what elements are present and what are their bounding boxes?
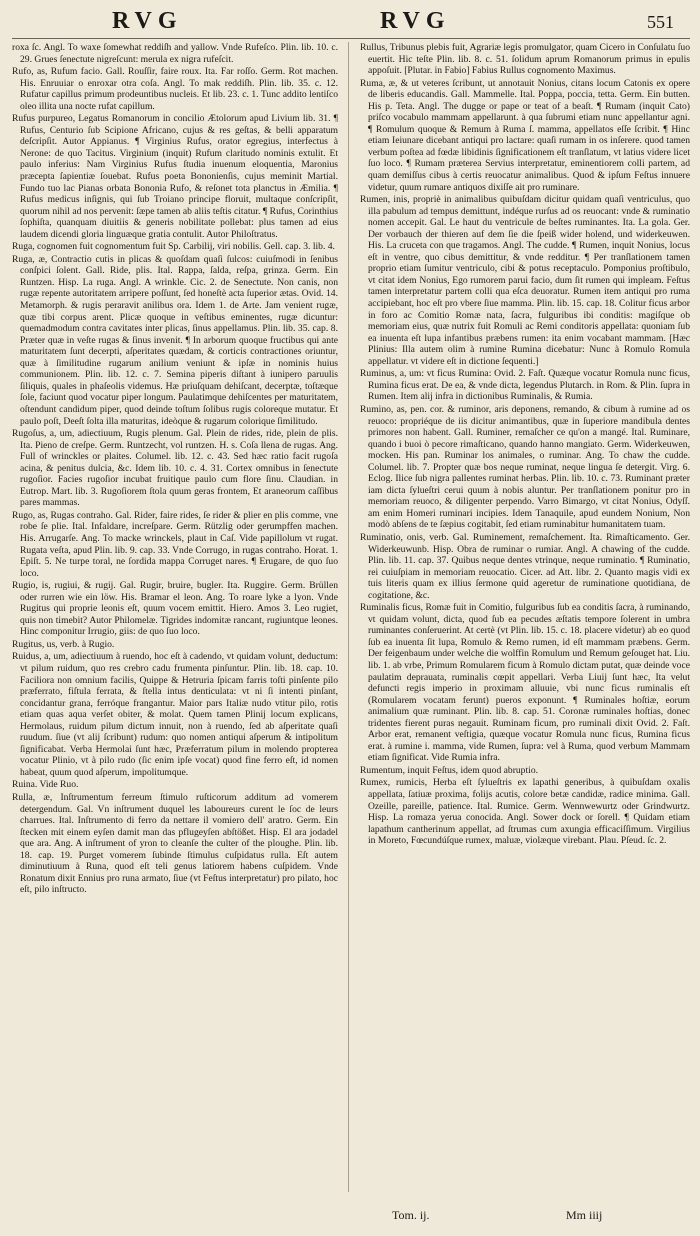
dictionary-entry: Ruminatio, onis, verb. Gal. Ruminement, remaſchement. Ita. Rimaſticamento. Ger. Widerkeuwunb. Hisp. Obra de ruminar o rumiar. Angl. A chawing of the cudde. Plin. lib. 11. cap. 37. Quibus neque dentes vtrinque, neque ruminatio. ¶ Ruminatio, rei cuiuſpiam in memoriam reuocatio. Cicer. ad Att. libr. 2. Quanto magis vidi ex tuis literis quam ex illius ſermone quid ageretur de ruminatione quotidiana, de cogitatione, &c. (360, 531, 690, 601)
dictionary-entry: Rumen, inis, propriè in animalibus quibuſdam dicitur quidam quaſi ventriculus, quo illa pabulum ad tempus demittunt, indéque rurſus ad os reuocant: vnde & ruminatio nomen accepit. Gal. Le haut du ventricule de beſtes ruminantes. Ita. La gola. Ger. Der vorbauch der thieren auf dem ſie die ſpeiß wider holend, und widerkeuwen. His. La cruceta con que tragamos. Angl. The cudde. ¶ Rumen, inquit Nonius, locus eſt in ventre, quo cibus demittitur, & vnde redditur. ¶ Per tranſlationem tamen proprio etiam ſumitur ventriculo, cibi & potus receptaculo. Pomponius proſtibulo, vt citat idem Nonius, Ego rumorem parui facio, dum ſit rumen qui impleam. Feſtus tamen interpretatur partem colli qua eſca deuoratur. Rumen item antiqui pro ruma accipiebant, hoc eſt pro vbere ſiue mamma. Plin. lib. 15. cap. 18. Colitur ficus arbor in foro ac Comitio Romæ nata, ſacra, fulguribus ibi conditis: magiſque ob memoriam eius, quæ nutrix fuit Romuli ac Remi conditoris appellata: quoniam ſub ea inuenta eſt lupa infantibus præbens rumen: ita enim vocabant mammam. [Hæc Plinius: Illa autem olim à rumine Rumina dicebatur: Nunc à Romulo Romula appellatur. vt videre eſt in dictione ſequenti.] (360, 194, 690, 367)
right-column (360, 42, 690, 1200)
running-head-right: RVG (380, 8, 451, 34)
dictionary-entry: Rufo, as, Rufum facio. Gall. Rouſſir, faire roux. Ita. Far roſſo. Germ. Rot machen. His. Enruuiar o enroxar otra coſa. Angl. To mak reddiſh. Plin. lib. 35. c. 12. Rufatur capillus primum prodeuntibus nucleis. Et lib. 23. c. 1. Tunc addito lentiſco oleo illita una nocte rufat capillum. (12, 66, 338, 112)
dictionary-entry: Rufus purpureo, Legatus Romanorum in concilio Ætolorum apud Livium lib. 31. ¶ Rufus, Centurio ſub Scipione Africano, cujus & res geſtas, & belli apparatum deſcripſit. Autor Appianus. ¶ Virginius Rufus, orator egregius, interfectus à Nerone: de quo Tacitus. Virginium (inquit) Rufum claritudo nominis extulit. Et paulo inferius: Nam Virginius Rufus ſtudia inuenum eloquentia, Maronius præcepta ſapientiæ ſouebat. Rufus poeta Bononienſis, cujus meminit Martial. Fundo tuo lac Pianas orbata Bononia Rufo, & reſonet tota planctus in Æmilia. ¶ Rufus medicus inſignis, qui ſub Troiano principe floruit, multaque conſcripſit, quorum nihil ad nos pervenit: ſæpe tamen ab aliis teſtis citatur. ¶ Rufus, Corinthius ſophiſta, quanquam diuitiis & generis nobilitate pollebat: plus tamen ad eius laudem dicendi gloria linguæque gratia contulit. Autor Philoſtratus. (12, 113, 338, 240)
dictionary-entry: Ruga, æ, Contractio cutis in plicas & quoſdam quaſi ſulcos: cuiuſmodi in ſenibus conſpici ſolent. Gall. Ride, plis. Ital. Rappa, ſalda, reſpa, grinza. Germ. Ein Runtzen. Hisp. La ruga. Angl. A wrinkle. Cic. 2. de Senectute. Non canis, non rugæ repente autoritatem arripere poſſunt, ſed honeſtè acta ſuperior ætas. Ovid. 14. Metamorph. & rugis peraravit anilibus ora. Idem 1. de Arte. Jam venient rugæ, quæ tibi corpus arent. Plicæ quoque in veſtibus eminentes, rugæ dicuntur: quemadmodum contra cavitates inter plicas, ſinus appellamus. Plin. lib. 35. cap. 8. Præter quæ in veſte rugas & ſinus invenit. ¶ In arborum quoque fructibus qui ante maturitatem ſunt decerpti, aſperitates quædam, & corticis contractiones oriuntur, quæ à ſimilitudine rugarum anilium veniunt & ipſæ in nominis huius communionem. Plin. lib. 12. c. 7. Semina piperis diſtant à iunipero paruulis ſiliquis, quales in phaſeolis videmus. Hæ priuſquam dehiſcant, decerptæ, toſtæque ſole, faciunt quod vocatur piper longum. Paulatimque dehiſcentes per maturitatem, oſtendunt candidum piper, quod deinde toſtum ſolibus rugis coloreque mutatur. Et paulo poſt, Deeſt ſolta illa maturitas, ideòque & rugarum colorique ſimilitudo. (12, 253, 338, 427)
page-header (0, 6, 700, 40)
column-divider (348, 42, 349, 1192)
dictionary-entry: Rugoſus, a, um, adiectiuum, Rugis plenum. Gal. Plein de rides, ride, plein de plis. Ita. Pieno de creſpe. Germ. Runtzecht, vol runtzen. H. s. Coſa llena de rugas. Ang. Full of wrinckles or plaites. Columel. lib. 12. c. 43. Sed hæc ratio facit rugoſa acina, & penitus dulcia, &c. Idem lib. 10. c. 4. 31. Cortex omnibus in ſenectute rugoſior. Facies rugoſior incubat fruitique paulo cum flore ſinu. Claudian. in Eutrop. Mart. lib. 3. Rugoſiorem ſtola quum geras frontem, Et araneorum caſſibus pares mammas. (12, 428, 338, 509)
page-footer (0, 1206, 700, 1228)
dictionary-entry: Ruga, cognomen fuit cognomentum fuit Sp. Carbilij, viri nobilis. Gell. cap. 3. lib. 4. (12, 241, 335, 253)
signature-mark: Mm iiij (566, 1208, 603, 1222)
dictionary-entry: Ruminus, a, um: vt ficus Rumina: Ovid. 2. Faſt. Quæque vocatur Romula nunc ficus, Rumina ficus erat. De ea, & vnde dicta, legendus Plutarch. in Rom. & Plin. ſupra in Rumen. Item alij infra in dictionibus Ruminalis, & Rumia. (360, 368, 690, 403)
dictionary-entry: Ruidus, a, um, adiectiuum à ruendo, hoc eſt à cadendo, vt quidam volunt, deductum: vt pilum ruidum, quo res crebro cadu frumenta pinſuntur. Plin. lib. 18. cap. 10. Faciliora non omnium facilis, Quippe & Hetruria ſpicam farris toſti pinſente pilo præferrato, fiſtula ferrata, & ſtella intus denticulata: vt ni ſi intenti pinſant, concidantur grana, ferróque frangantur. Maior pars Italiæ nudo vtitur pilo, rotis etiam quas aqua verſet obiter, & molat. Quem tamen Plinij locum explicans, Hermolaus, ruidum pilum dictum innuit, non à ruendo, ſed ab aſperitate quaſi ruudum. ſiue (vt alij ſcribunt) rudum: quo nomen antiqui aſperum & intipolitum ſignificabat. Verba Hermolai ſunt hæc, Præferratum pilum in molendo propterea vocatur Plinio, vt à pilo rudo (ſic enim ipſe vocat) quod fine ferro eſt, id nomen habeat, quum quod aſperum, impolitumque. (12, 651, 338, 778)
header-rule (12, 38, 690, 39)
dictionary-entry: Rulla, æ, Inſtrumentum ferreum ſtimulo ruſticorum additum ad vomerem detergendum. Gal. Vn inſtrument duquel les laboureurs curent le ſoc de leurs charrues. Ital. Inſtrumento di ferro da nettare il vomiero dell' aratro. Germ. Ein ſtecken mit einem eyſen damit man das pflugeyſen abſtößet. Hisp. El ara jodadel que ara. Ang. A inſtrument of yron to cleanſe the culter of the ploughe. Plin. lib. 18. cap. 19. Purget vomerem ſubinde ſtimulus cuſpidatus rulla. Eſt autem diminutiuum à Runa, quod eſt teli genus latiorem habens cuſpidem. Vnde Ronatum dixit Ennius pro runa armato, ſiue (vt Feſtus interpretatur) pro pilato, hoc eſt, pilo inſtructo. (12, 792, 338, 896)
dictionary-entry: Ruminalis ficus, Romæ fuit in Comitio, fulguribus ſub ea conditis ſacra, à ruminando, vt quidam volunt, dicta, quod ſub ea pecudes æſtatis tempore ſolerent in umbra ruminantes conſeruerint. At certè (vt Plin. lib. 15. c. 18. placere videtur) ab eo quod ſub ea inuenta ſit lupa, Romulo & Remo rumen, id eſt mammam præbens. Germ. Der feigenbaum under welche die wolffin Romulum und Remum geſouget hat. Liu. lib. 1. ab vrbe, Primum Romularem ficum à Romulo dictam putat, quæ deinde voce paulatim deprauata, ruminalis cœpit appellari. Verba Liuij ſunt hæc, Ita velut defuncti regis imperio in proximam alluuie, vbi nunc ficus ruminalis eſt (Romularem vocatam ferunt) pueros exponunt. ¶ Ruminales hoſtiæ, eorum animalium quæ ruminant. Plin. lib. 8. cap. 51. Coronæ ruminales hoſtias, donec tridentes fierent puras negauit. Ruminam ficum, pro ruminali dixit Ovid. 2. Faſt. Arbor erat, remanent veſtigia, quæque vocatur Romula nunc ficus, Rumina ficus erat. à rumine i. mamma, vide Rumen, ſupra: vel à Ruma, quod verbum Mammam etiam ſignificat. Vide Rumia infra. (360, 602, 690, 764)
dictionary-entry: Ruina. Vide Ruo. (12, 779, 79, 791)
dictionary-entry: Rumentum, inquit Feſtus, idem quod abruptio. (360, 764, 539, 776)
dictionary-entry: Ruma, æ, & ut veteres ſcribunt, ut annotauit Nonius, citans locum Catonis ex opere de liberis educandis. Gall. Mammelle. Ital. Poppa, poccia, tetta. Germ. Ein butten. His p. Teta. Angl. The dugge or pape or teat of a beaſt. ¶ Rumam (inquit Cato) priſco vocabulo mammam appellarunt. à qua ſubrumi etiam nunc appellantur agni. ¶ Romulum quoque & Remum à Ruma ſ. mamma, appellatos eſſe ſcribit. ¶ Hinc etiam Ieiunare dicebant antiqui pro lactare: quaſi rumam in os inſerere. quod tamen verbum poſtea ad fœdæ libidinis ſignificationem eſt tranſlatum, vt latius videre licet ſuo loco. ¶ Rumam præterea Servius interpretatur, eminentiorem colli partem, ad quam demiſſus cibus à certis reuocatur animalibus. Quod & ipſum Feſtus innuere videtur, quum rumare antiquos dixiſſe ait pro ruminare. (360, 77, 690, 193)
dictionary-entry: Rugo, as, Rugas contraho. Gal. Rider, faire rides, ſe rider & plier en plis comme, vne robe ſe plie. Ital. Infaldare, increſpare. Germ. Rützlig oder gerumpffen machen. His. Arrugarſe. Ang. To macke wrinckels, plaut in Caſ. Vide papillolum vt rugat. Rugata veſta, apud Plin. lib. 9. cap. 33. Vnde Corrugo, in rugas contraho. Horat. 1. Epiſt. 5. Ne turpe toral, ne ſordida mappa Corruget nares. ¶ Erugare, de quo ſuo loco. (12, 509, 338, 579)
tome-label: Tom. ij. (392, 1208, 430, 1222)
page-number: 551 (647, 12, 674, 32)
dictionary-entry: Rullus, Tribunus plebis fuit, Agrariæ legis promulgator, quam Cicero in Conſulatu ſuo euertit. Hic teſte Plin. lib. 8. c. 51. ſolidum aprum Romanorum primus in epulis appoſuit. [Plutar. in Fabio] Fabius Rullus cognomento Maximus. (360, 42, 690, 77)
dictionary-entry: roxa ſc. Angl. To waxe ſomewhat reddiſh and yallow. Vnde Rufeſco. Plin. lib. 10. c. 29. Grues ſenectute nigreſcunt: merula ex nigra rufeſcit. (12, 42, 338, 65)
dictionary-entry: Rumex, rumicis, Herba eſt ſylueſtris ex lapathi generibus, à quibuſdam oxalis appellata, ſatiuæ proxima, folijs acutis, colore betæ candidæ, radice minima. Gall. Ozeille, pareille, patience. Ital. Rumice. Germ. Wennwewurtz oder Grindwurtz. Hisp. La romaza yerua conocida. Angl. Sower dock or ſorell. ¶ Quidam etiam lapathum cantherinum appellat, ad ſtrumas cum axungia efficaciſſimum. Virgilius in Moreto, Fœcundúſque rumex, maluæ, violæque virebant. Plau. Pſeud. ſc. 2. (360, 777, 690, 847)
dictionary-entry: Rugitus, us, verb. à Rugio. (12, 638, 115, 650)
dictionary-entry: Rumino, as, pen. cor. & ruminor, aris deponens, remando, & cibum à rumine ad os reuoco: propriéque de iis dicitur animantibus, quæ in ſuperiore mandibula dentes primores non habent. Gall. Ruminer, remaſcher ce qu'on a mangé. Ital. Ruminare, quando i buoi ò pecore rimaſticano, quando hanno mangiato. Germ. Widerkeuwen, mocken. His pan. Ruminar los animales, o ruminar. Ang. To chaw the cudde. Columel. lib. 7. Propter quæ bos neque ruminat, neque lingua ſe detergit. Virg. 6. Eclog. Ilice ſub nigra pallentes ruminat herbas. Plin. lib. 10. c. 73. Ruminant præter iam dicta ſylueſtri cerui quum à nobis aluntur. Per tranſlationem ponitur pro in memoriam reuoco, & diligenter perpendo. Varro Bimargo, vt citat Nonius, Odyſſ. am enim Homeri ruminari incipies. Idem Tanaquile, apud eundem Nonium, Non modò abſens de te ſæpius cogitabit, ſed etiam ruminabitur humanitatem tuam. (360, 403, 690, 531)
left-column (12, 42, 338, 1200)
running-head-left: RVG (112, 8, 183, 34)
dictionary-entry: Rugio, is, rugiui, & rugij. Gal. Rugir, bruire, bugler. Ita. Ruggire. Germ. Brüllen oder rurren wie ein löw. His. Bramar el leon. Ang. To roare lyke a lyon. Vnde Rugitus qui proprie leonis eſt, quum vocem emittit. Hiero. Amos 3. Leo rugiet, quis non timebit? Autor Philomelæ. Tigrides indomitæ rancant, rugiuntque leones. Hinc componitur Irrugio, giis: de quo ſuo loco. (12, 580, 338, 638)
